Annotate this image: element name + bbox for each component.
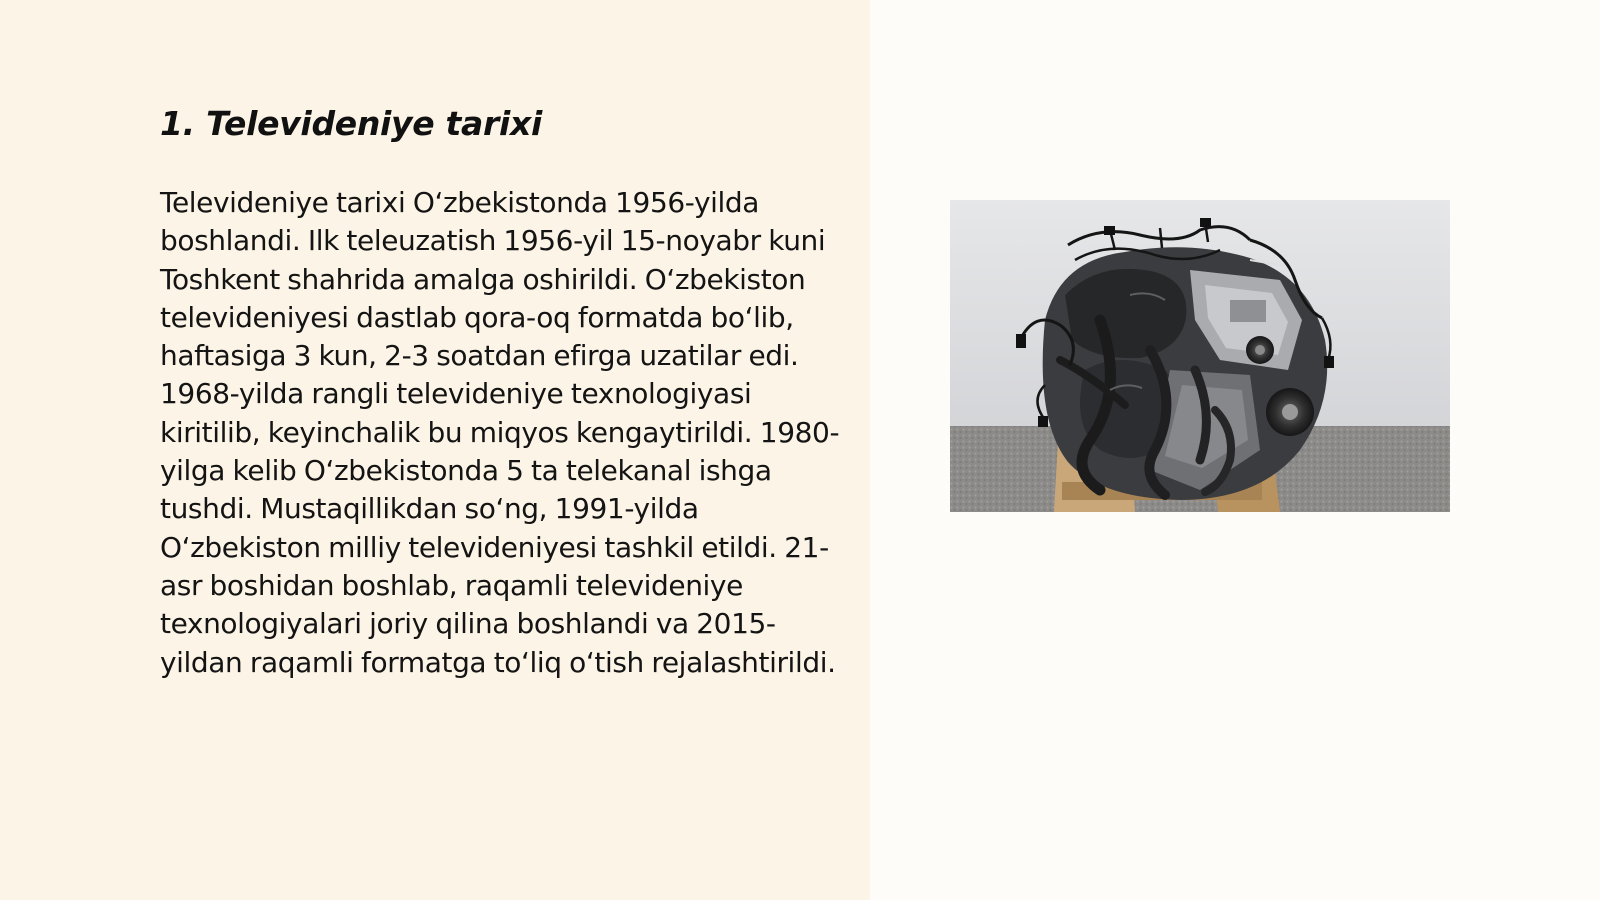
slide-body-text: Televideniye tarixi O‘zbekistonda 1956-yilda boshlandi. Ilk teleuzatish 1956-yil 15-noyabr kuni Toshkent shahrida amalga oshirildi. O‘zbekiston televideniyesi dastlab qora-oq formatda bo‘lib, haftasiga 3 kun, 2-3 soatdan efirga uzatilar edi. 1968-yilda rangli televideniye texnologiyasi kiritilib, keyinchalik bu miqyos kengaytirildi. 1980-yilga kelib O‘zbekistonda 5 ta telekanal ishga tushdi. Mustaqillikdan so‘ng, 1991-yilda O‘zbekiston milliy televideniyesi tashkil etildi. 21-asr boshidan boshlab, raqamli televideniye texnologiyalari joriy qilina boshlandi va 2015-yildan raqamli formatga to‘liq o‘tish rejalashtirildi. <box>160 186 840 679</box>
engine-photo <box>950 200 1450 512</box>
slide-title: 1. Televideniye tarixi <box>160 104 542 143</box>
